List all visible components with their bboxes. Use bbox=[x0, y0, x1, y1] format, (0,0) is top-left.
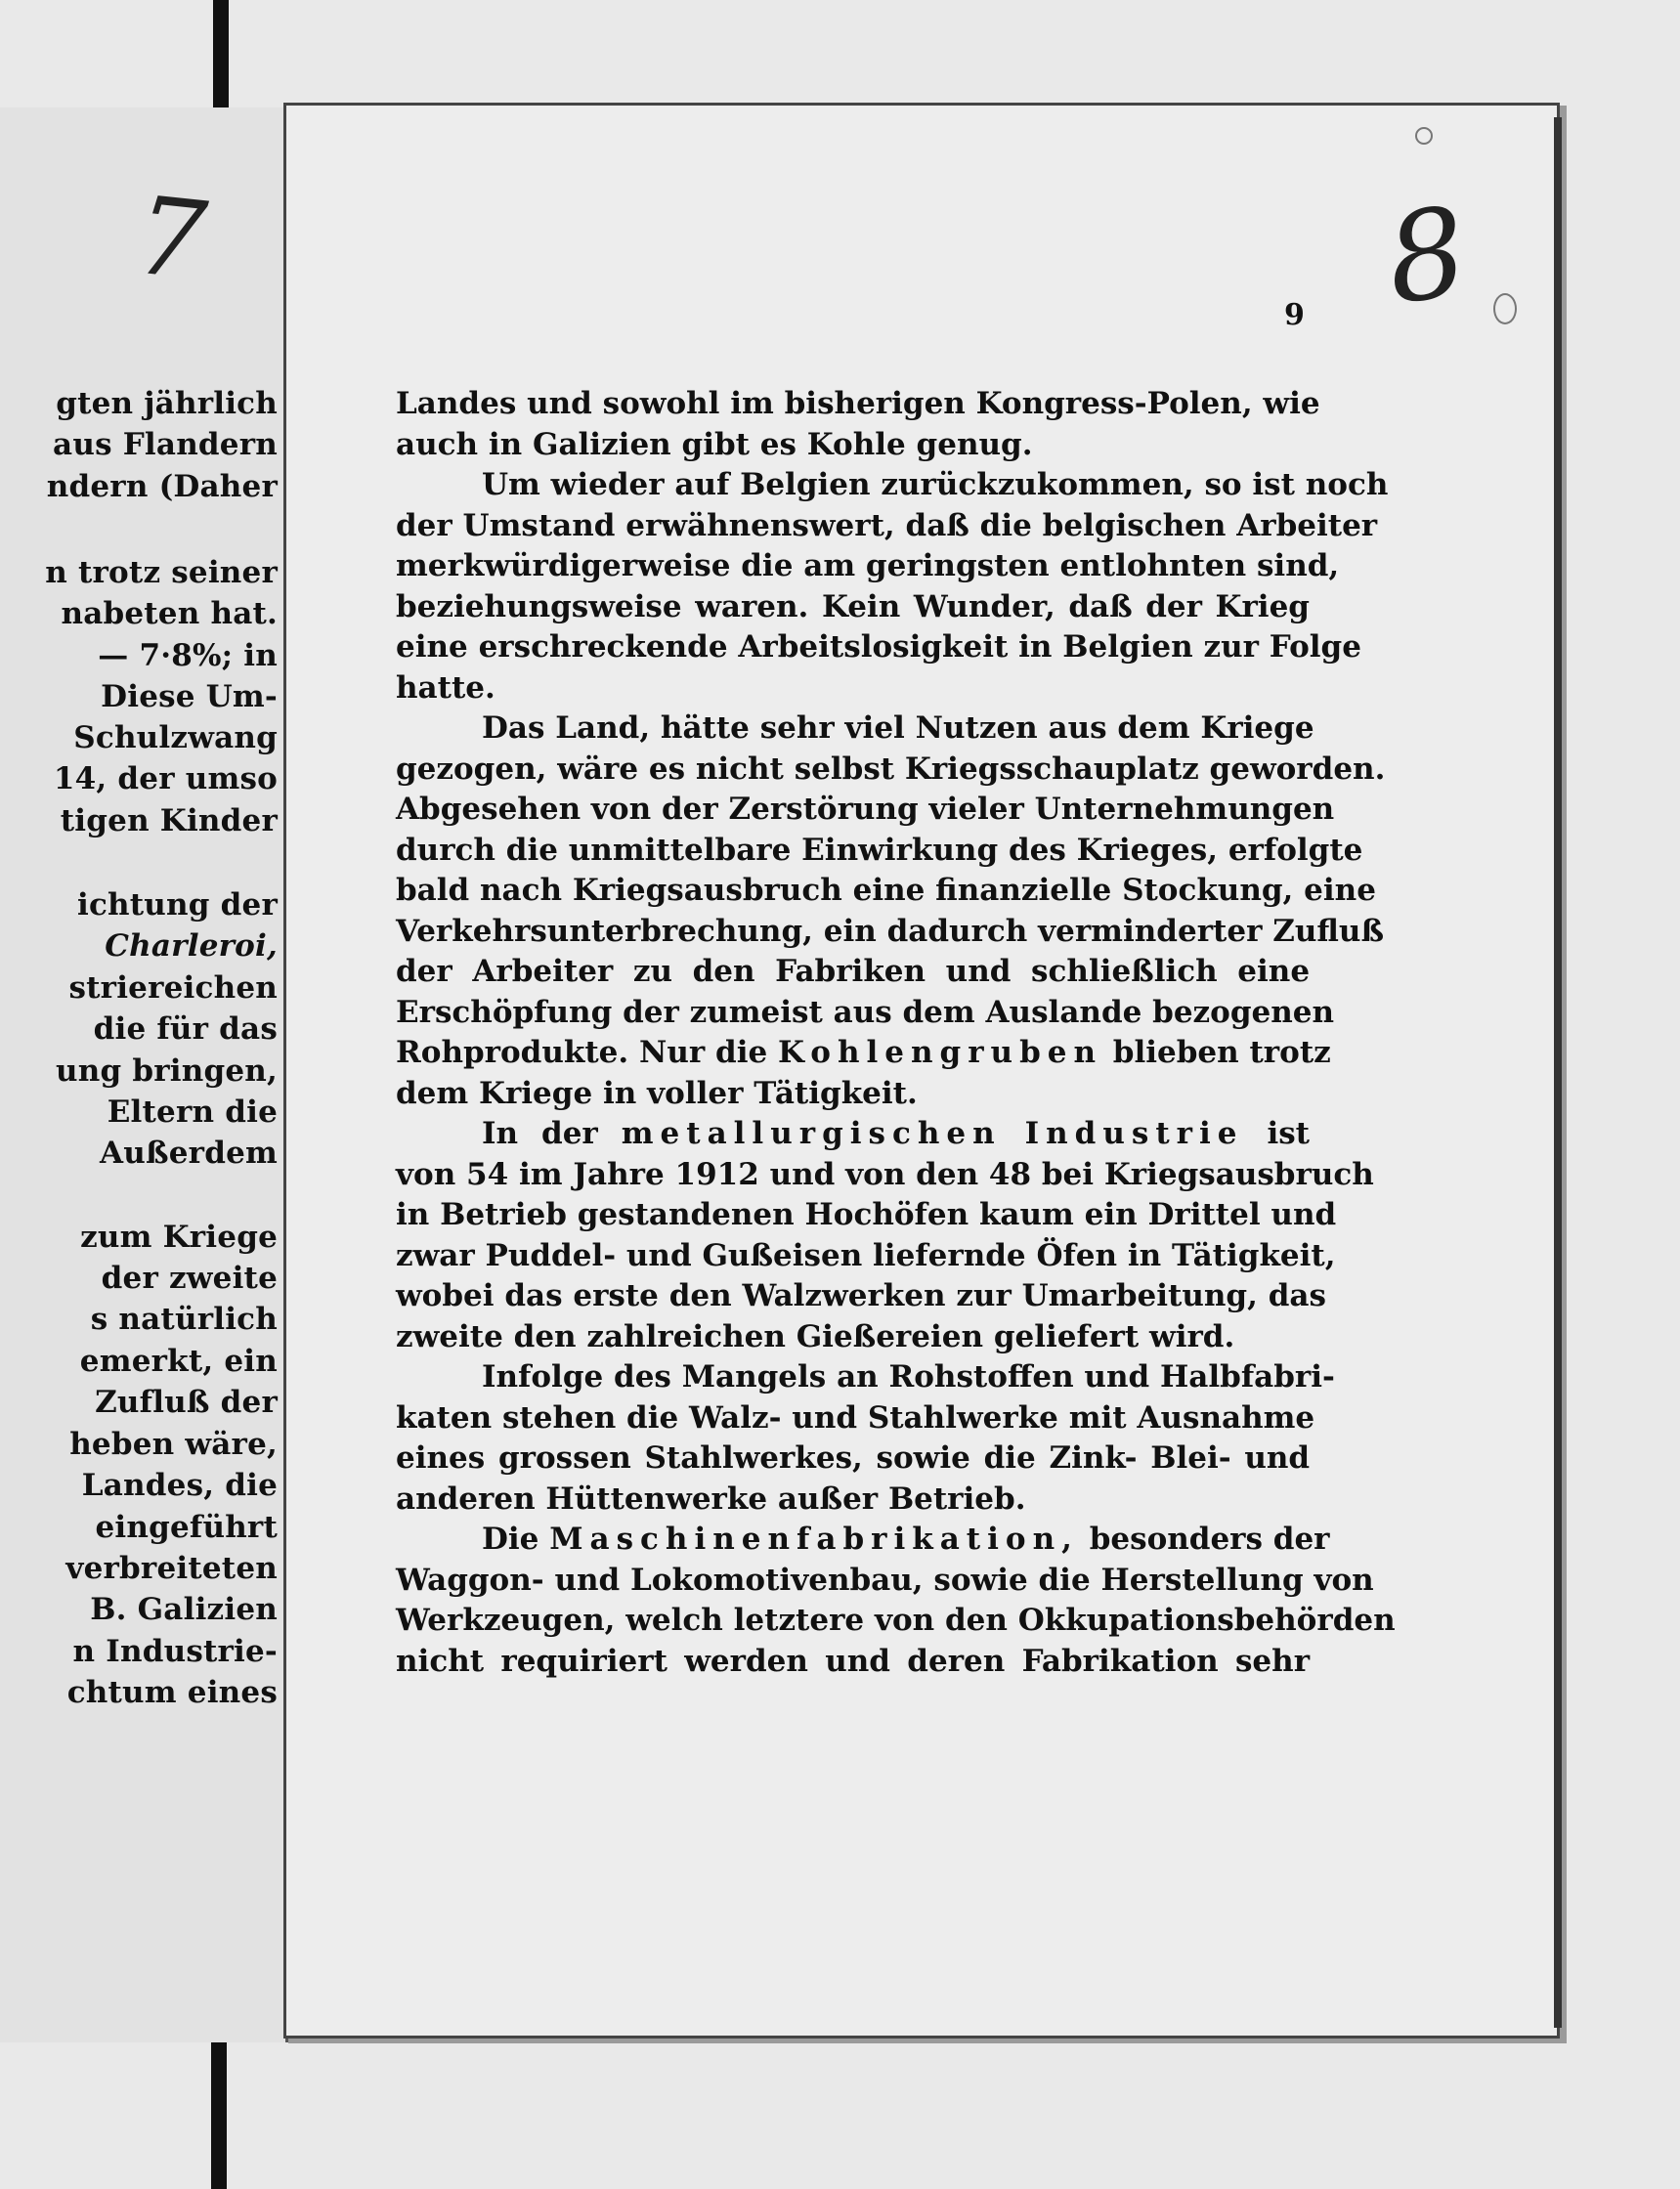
left-text-line: n Industrie- bbox=[72, 1634, 278, 1669]
text-line: Waggon- und Lokomotivenbau, sowie die Herstellung von bbox=[396, 1562, 1374, 1598]
left-text-line: die für das bbox=[93, 1011, 278, 1047]
left-text-line: Landes, die bbox=[81, 1468, 278, 1503]
text-line: merkwürdigerweise die am geringsten entlohnten sind, bbox=[396, 548, 1340, 583]
handwritten-page-number-left: 7 bbox=[130, 172, 212, 305]
left-page bbox=[0, 107, 288, 2042]
left-text-line: B. Galizien bbox=[90, 1592, 278, 1627]
text-line: der Arbeiter zu den Fabriken und schließlich eine bbox=[396, 954, 1311, 989]
paper-hole bbox=[1415, 127, 1433, 145]
left-text-line: ichtung der bbox=[77, 887, 278, 923]
text-line: In der metallurgischen Industrie ist bbox=[482, 1116, 1311, 1151]
left-text-line: Eltern die bbox=[107, 1094, 278, 1130]
text-line: Verkehrsunterbrechung, ein dadurch verminderter Zufluß bbox=[396, 913, 1385, 949]
text-line: zwar Puddel- und Gußeisen liefernde Öfen in Tätigkeit, bbox=[396, 1237, 1336, 1273]
left-text-line: chtum eines bbox=[66, 1675, 278, 1710]
text-line: Um wieder auf Belgien zurückzukommen, so ist noch bbox=[482, 467, 1389, 502]
left-text-line: tigen Kinder bbox=[60, 803, 278, 838]
left-text-line: ndern (Daher bbox=[46, 469, 278, 504]
left-text-line: Außerdem bbox=[100, 1136, 278, 1171]
text-line: Abgesehen von der Zerstörung vieler Unternehmungen bbox=[396, 792, 1335, 827]
text-line: dem Kriege in voller Tätigkeit. bbox=[396, 1075, 918, 1111]
text-line: eines grossen Stahlwerkes, sowie die Zink- Blei- und bbox=[396, 1440, 1311, 1476]
left-text-line: aus Flandern bbox=[53, 427, 278, 462]
left-text-line: Schulzwang bbox=[73, 720, 278, 755]
text-line: beziehungsweise waren. Kein Wunder, daß der Krieg bbox=[396, 588, 1310, 624]
text-line: wobei das erste den Walzwerken zur Umarbeitung, das bbox=[396, 1278, 1326, 1313]
text-line: Werkzeugen, welch letztere von den Okkupationsbehörden bbox=[396, 1603, 1396, 1638]
body-text bbox=[396, 384, 1396, 1682]
text-line: gezogen, wäre es nicht selbst Kriegsschauplatz geworden. bbox=[396, 751, 1386, 787]
binding-strip-bottom bbox=[211, 2038, 227, 2189]
text-line: nicht requiriert werden und deren Fabrikation sehr bbox=[396, 1643, 1311, 1679]
text-line: Landes und sowohl im bisherigen Kongress-Polen, wie bbox=[396, 386, 1320, 421]
binding-strip-top bbox=[213, 0, 229, 112]
left-text-line: Zufluß der bbox=[95, 1385, 278, 1420]
text-line: Erschöpfung der zumeist aus dem Auslande bezogenen bbox=[396, 994, 1335, 1030]
left-text-line: verbreiteten bbox=[65, 1551, 278, 1586]
text-line: bald nach Kriegsausbruch eine finanzielle Stockung, eine bbox=[396, 873, 1376, 908]
text-line: zweite den zahlreichen Gießereien geliefert wird. bbox=[396, 1318, 1235, 1354]
left-text-line: Diese Um- bbox=[101, 679, 278, 714]
text-line: anderen Hüttenwerke außer Betrieb. bbox=[396, 1481, 1026, 1517]
text-line: Das Land, hätte sehr viel Nutzen aus dem Kriege bbox=[482, 710, 1314, 746]
left-text-line: Charleroi, bbox=[105, 928, 278, 964]
text-line: Rohprodukte. Nur die Kohlengruben blieben trotz bbox=[396, 1035, 1331, 1070]
left-text-line: heben wäre, bbox=[69, 1427, 278, 1462]
left-text-line: eingeführt bbox=[95, 1510, 278, 1545]
paper-hole bbox=[1493, 293, 1517, 324]
left-text-line: ung bringen, bbox=[56, 1053, 278, 1089]
page-edge bbox=[1554, 117, 1562, 2028]
left-text-line: zum Kriege bbox=[80, 1220, 278, 1255]
left-text-line: emerkt, ein bbox=[79, 1344, 278, 1379]
left-text-line: gten jährlich bbox=[56, 386, 278, 421]
text-line: durch die unmittelbare Einwirkung des Krieges, erfolgte bbox=[396, 832, 1363, 868]
left-text-line: nabeten hat. bbox=[61, 596, 278, 631]
text-line: eine erschreckende Arbeitslosigkeit in Belgien zur Folge bbox=[396, 629, 1361, 665]
text-line: der Umstand erwähnenswert, daß die belgischen Arbeiter bbox=[396, 507, 1378, 543]
left-text-line: striereichen bbox=[68, 970, 278, 1006]
left-text-line: 14, der umso bbox=[53, 761, 278, 796]
page-number: 9 bbox=[1284, 298, 1305, 332]
text-line: hatte. bbox=[396, 669, 495, 706]
left-text-line: — 7·8%; in bbox=[98, 638, 278, 673]
left-text-line: der zweite bbox=[101, 1261, 278, 1296]
left-text-line: n trotz seiner bbox=[45, 555, 278, 590]
text-line: auch in Galizien gibt es Kohle genug. bbox=[396, 426, 1033, 462]
text-line: Infolge des Mangels an Rohstoffen und Halbfabri- bbox=[482, 1359, 1335, 1395]
text-line: in Betrieb gestandenen Hochöfen kaum ein Drittel und bbox=[396, 1197, 1337, 1232]
text-line: Die Maschinenfabrikation, besonders der bbox=[482, 1522, 1330, 1557]
handwritten-page-number-right: 8 bbox=[1378, 181, 1476, 332]
left-text-line: s natürlich bbox=[90, 1302, 278, 1337]
text-line: katen stehen die Walz- und Stahlwerke mit Ausnahme bbox=[396, 1399, 1315, 1436]
text-line: von 54 im Jahre 1912 und von den 48 bei Kriegsausbruch bbox=[396, 1156, 1374, 1192]
